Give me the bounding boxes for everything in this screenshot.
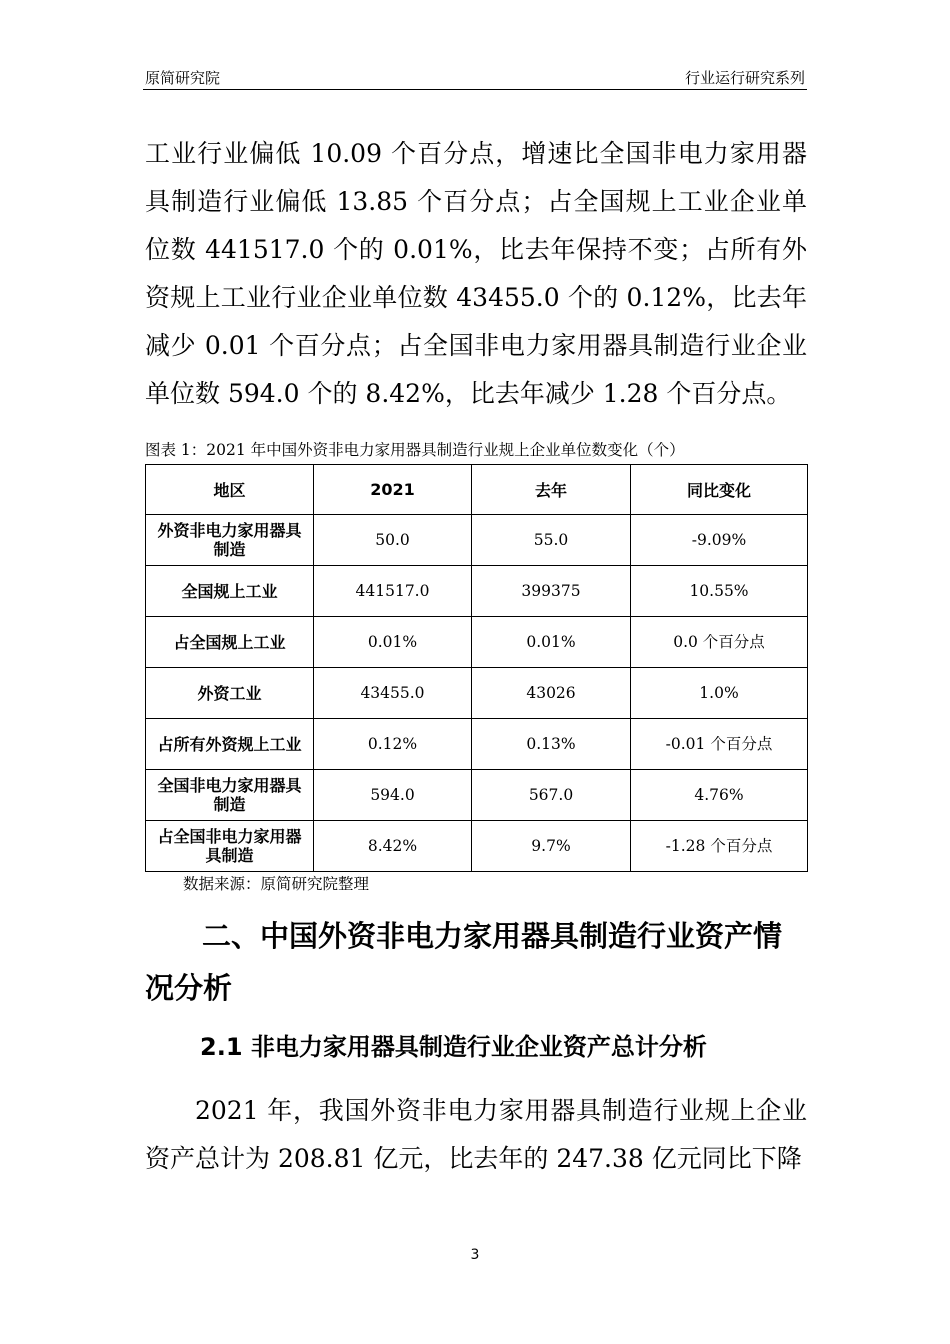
- table-cell: 0.12%: [314, 719, 472, 770]
- table-cell: 0.01%: [472, 617, 631, 668]
- table-cell: 567.0: [472, 770, 631, 821]
- table-row: [146, 668, 808, 719]
- table-cell: 10.55%: [631, 566, 808, 617]
- table-row: [146, 515, 808, 566]
- body-paragraph-1: 工业行业偏低 10.09 个百分点，增速比全国非电力家用器具制造行业偏低 13.85 个百分点；占全国规上工业企业单位数 441517.0 个的 0.01%，比去年保持不变；占所有外资规上工业行业企业单位数 43455.0 个的 0.12%，比去年减少 0.01 个百分点；占全国非电力家用器具制造行业企业单位数 594.0 个的 8.42%，比去年减少 1.28 个百分点。: [145, 139, 807, 408]
- table-header-cell: 地区: [146, 465, 314, 515]
- table-caption: 图表 1：2021 年中国外资非电力家用器具制造行业规上企业单位数变化（个）: [145, 441, 685, 459]
- sub-heading: 2.1 非电力家用器具制造行业企业资产总计分析: [200, 1033, 707, 1061]
- table-cell: 50.0: [314, 515, 472, 566]
- table-header-cell: 同比变化: [631, 465, 808, 515]
- table-row-label: 全国非电力家用器具制造: [146, 770, 314, 821]
- table-cell: 441517.0: [314, 566, 472, 617]
- table-cell: 43455.0: [314, 668, 472, 719]
- table-row-label: 占全国规上工业: [146, 617, 314, 668]
- table-header-cell: 2021: [314, 465, 472, 515]
- body-paragraph-2: 2021 年，我国外资非电力家用器具制造行业规上企业资产总计为 208.81 亿元，比去年的 247.38 亿元同比下降: [145, 1096, 807, 1173]
- table-source-note: 数据来源：原简研究院整理: [183, 875, 370, 893]
- table-row-label: 外资非电力家用器具制造: [146, 515, 314, 566]
- table-row: [146, 617, 808, 668]
- page-number: 3: [470, 1247, 480, 1263]
- table-header-cell: 去年: [472, 465, 631, 515]
- table-row-label: 全国规上工业: [146, 566, 314, 617]
- table-cell: -1.28 个百分点: [631, 821, 808, 872]
- table-row: [146, 566, 808, 617]
- header-series-name: 行业运行研究系列: [684, 69, 805, 87]
- table-row: [146, 770, 808, 821]
- header-divider: [143, 89, 807, 90]
- table-row-label: 外资工业: [146, 668, 314, 719]
- table-cell: 1.0%: [631, 668, 808, 719]
- table-cell: -9.09%: [631, 515, 808, 566]
- header-org-name: 原简研究院: [145, 69, 221, 87]
- section-heading: 二、中国外资非电力家用器具制造行业资产情况分析: [145, 919, 783, 1005]
- table-cell: -0.01 个百分点: [631, 719, 808, 770]
- table-row-label: 占全国非电力家用器具制造: [146, 821, 314, 872]
- table-cell: 399375: [472, 566, 631, 617]
- table-cell: 0.0 个百分点: [631, 617, 808, 668]
- table-cell: 0.13%: [472, 719, 631, 770]
- table-cell: 9.7%: [472, 821, 631, 872]
- table-cell: 594.0: [314, 770, 472, 821]
- table-row: [146, 719, 808, 770]
- table-header-row: [146, 465, 808, 515]
- table-cell: 55.0: [472, 515, 631, 566]
- table-row-label: 占所有外资规上工业: [146, 719, 314, 770]
- table-row: [146, 821, 808, 872]
- table-cell: 4.76%: [631, 770, 808, 821]
- table-cell: 8.42%: [314, 821, 472, 872]
- data-table: [145, 464, 808, 872]
- table-cell: 0.01%: [314, 617, 472, 668]
- table-cell: 43026: [472, 668, 631, 719]
